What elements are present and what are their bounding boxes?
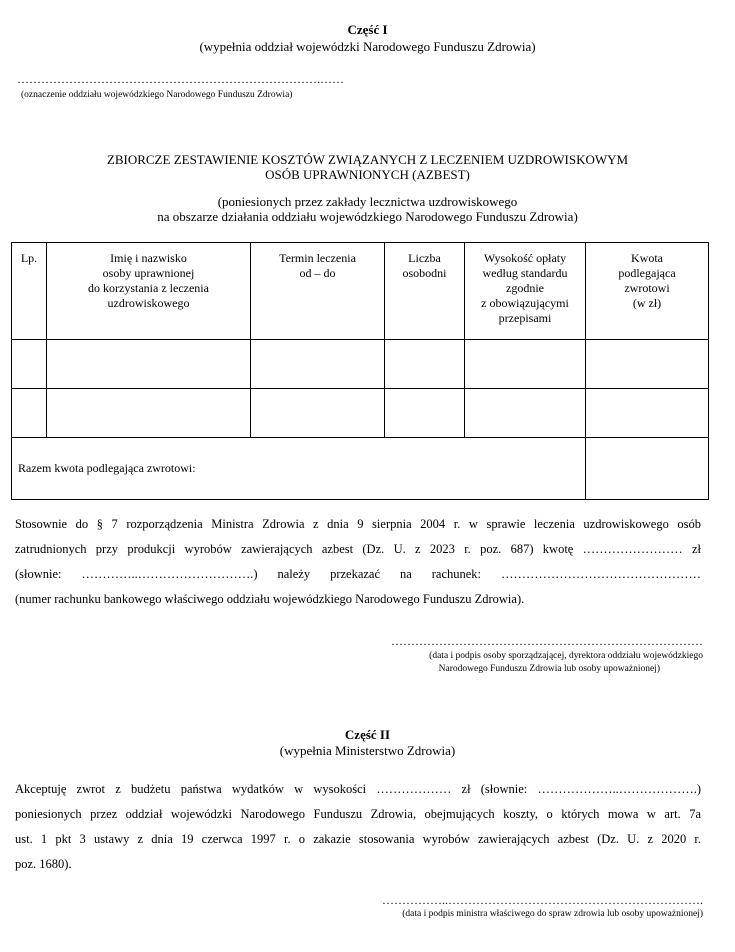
col-header-line: zwrotowi [624,281,670,295]
form-subtitle-line1: (poniesionych przez zakłady lecznictwa uzdrowiskowego [217,194,518,209]
acceptance-line: ust. 1 pkt 3 ustawy z dnia 19 czerwca 1997 r. o zakazie stosowania wyrobów zawierających azbest (Dz. U. z 2020 r. [15,832,701,846]
form-subtitle-line2: na obszarze działania oddziału wojewódzkiego Narodowego Funduszu Zdrowia) [157,209,578,224]
col-header-treatment-period [251,243,385,340]
table-header-row [12,243,709,340]
table-cell[interactable] [251,340,385,389]
nfz-branch-dotline: ………………………………………………………………….…… [17,72,344,86]
part2-heading: Część II [344,727,391,742]
signature2-caption: (data i podpis ministra właściwego do spraw zdrowia lub osoby upoważnionej) [402,909,703,919]
table-row [12,389,709,438]
col-header-line: według standardu [482,266,568,280]
signature1-dotline: …………………………………………………………………… [391,634,703,648]
nfz-branch-caption: (oznaczenie oddziału wojewódzkiego Narodowego Funduszu Zdrowia) [21,90,293,100]
sum-label: Razem kwota podlegająca zwrotowi: [12,438,586,500]
part1-subheading: (wypełnia oddział wojewódzki Narodowego Funduszu Zdrowia) [199,39,536,54]
col-header-line: do korzystania z leczenia [88,281,209,295]
col-header-line: (w zł) [632,296,662,310]
col-header-line: Liczba [408,251,441,265]
statement-paragraph [15,512,701,612]
statement-line: zatrudnionych przy produkcji wyrobów zawierających azbest (Dz. U. z 2023 r. poz. 687) kwotę …………………… zł [15,542,701,556]
col-header-line: Kwota [631,251,663,265]
table-cell[interactable] [586,389,709,438]
table-cell[interactable] [465,389,586,438]
acceptance-line: poniesionych przez oddział wojewódzki Narodowego Funduszu Zdrowia, obejmujących koszty, o których mowa w art. 7a [15,807,701,821]
col-header-line: osoby uprawnionej [102,266,195,280]
col-header-name [47,243,251,340]
part1-heading: Część I [347,22,388,37]
col-header-refund-amount [586,243,709,340]
col-header-line: osobodni [402,266,447,280]
table-cell[interactable] [385,340,465,389]
col-header-line: Imię i nazwisko [110,251,187,265]
table-row [12,340,709,389]
col-header-person-days [385,243,465,340]
table-cell[interactable] [251,389,385,438]
table-cell[interactable] [47,340,251,389]
signature2-dotline: ……………..………………………………………………………. [382,893,703,907]
part2-subheading: (wypełnia Ministerstwo Zdrowia) [279,743,456,758]
sum-amount-cell[interactable] [586,438,709,500]
col-header-line: Termin leczenia [279,251,356,265]
table-cell[interactable] [47,389,251,438]
table-sum-row [12,438,709,500]
statement-line: Stosownie do § 7 rozporządzenia Ministra Zdrowia z dnia 9 sierpnia 2004 r. w sprawie leczenia uzdrowiskowego osób [15,517,701,531]
table-cell[interactable] [12,340,47,389]
acceptance-line: poz. 1680). [15,857,72,871]
col-header-line: z obowiązującymi [481,296,569,310]
form-title-line1: ZBIORCZE ZESTAWIENIE KOSZTÓW ZWIĄZANYCH Z LECZENIEM UZDROWISKOWYM [106,152,629,167]
col-header-lp [12,243,47,340]
table-cell[interactable] [12,389,47,438]
signature1-caption-line1: (data i podpis osoby sporządzającej, dyrektora oddziału wojewódzkiego [429,651,703,661]
col-header-line: podlegająca [618,266,676,280]
col-header-fee-amount [465,243,586,340]
col-header-line: Wysokość opłaty [483,251,567,265]
form-title-line2: OSÓB UPRAWNIONYCH (AZBEST) [265,167,470,182]
col-header-line: Lp. [20,251,38,265]
acceptance-paragraph [15,777,701,877]
cost-table [11,242,709,500]
col-header-line: przepisami [498,311,552,325]
statement-line: (numer rachunku bankowego właściwego oddziału wojewódzkiego Narodowego Funduszu Zdrowia). [15,592,525,606]
acceptance-line: Akceptuję zwrot z budżetu państwa wydatków w wysokości ……………… zł (słownie: ………………..……………….) [15,782,701,796]
table-cell[interactable] [385,389,465,438]
table-cell[interactable] [465,340,586,389]
signature1-caption-line2: Narodowego Funduszu Zdrowia lub osoby upoważnionej) [438,664,660,674]
col-header-line: uzdrowiskowego [107,296,190,310]
statement-line: (słownie: …………..……………………….) należy przekazać na rachunek: ………………………………………… [15,567,701,581]
col-header-line: zgodnie [506,281,544,295]
col-header-line: od – do [299,266,336,280]
table-cell[interactable] [586,340,709,389]
